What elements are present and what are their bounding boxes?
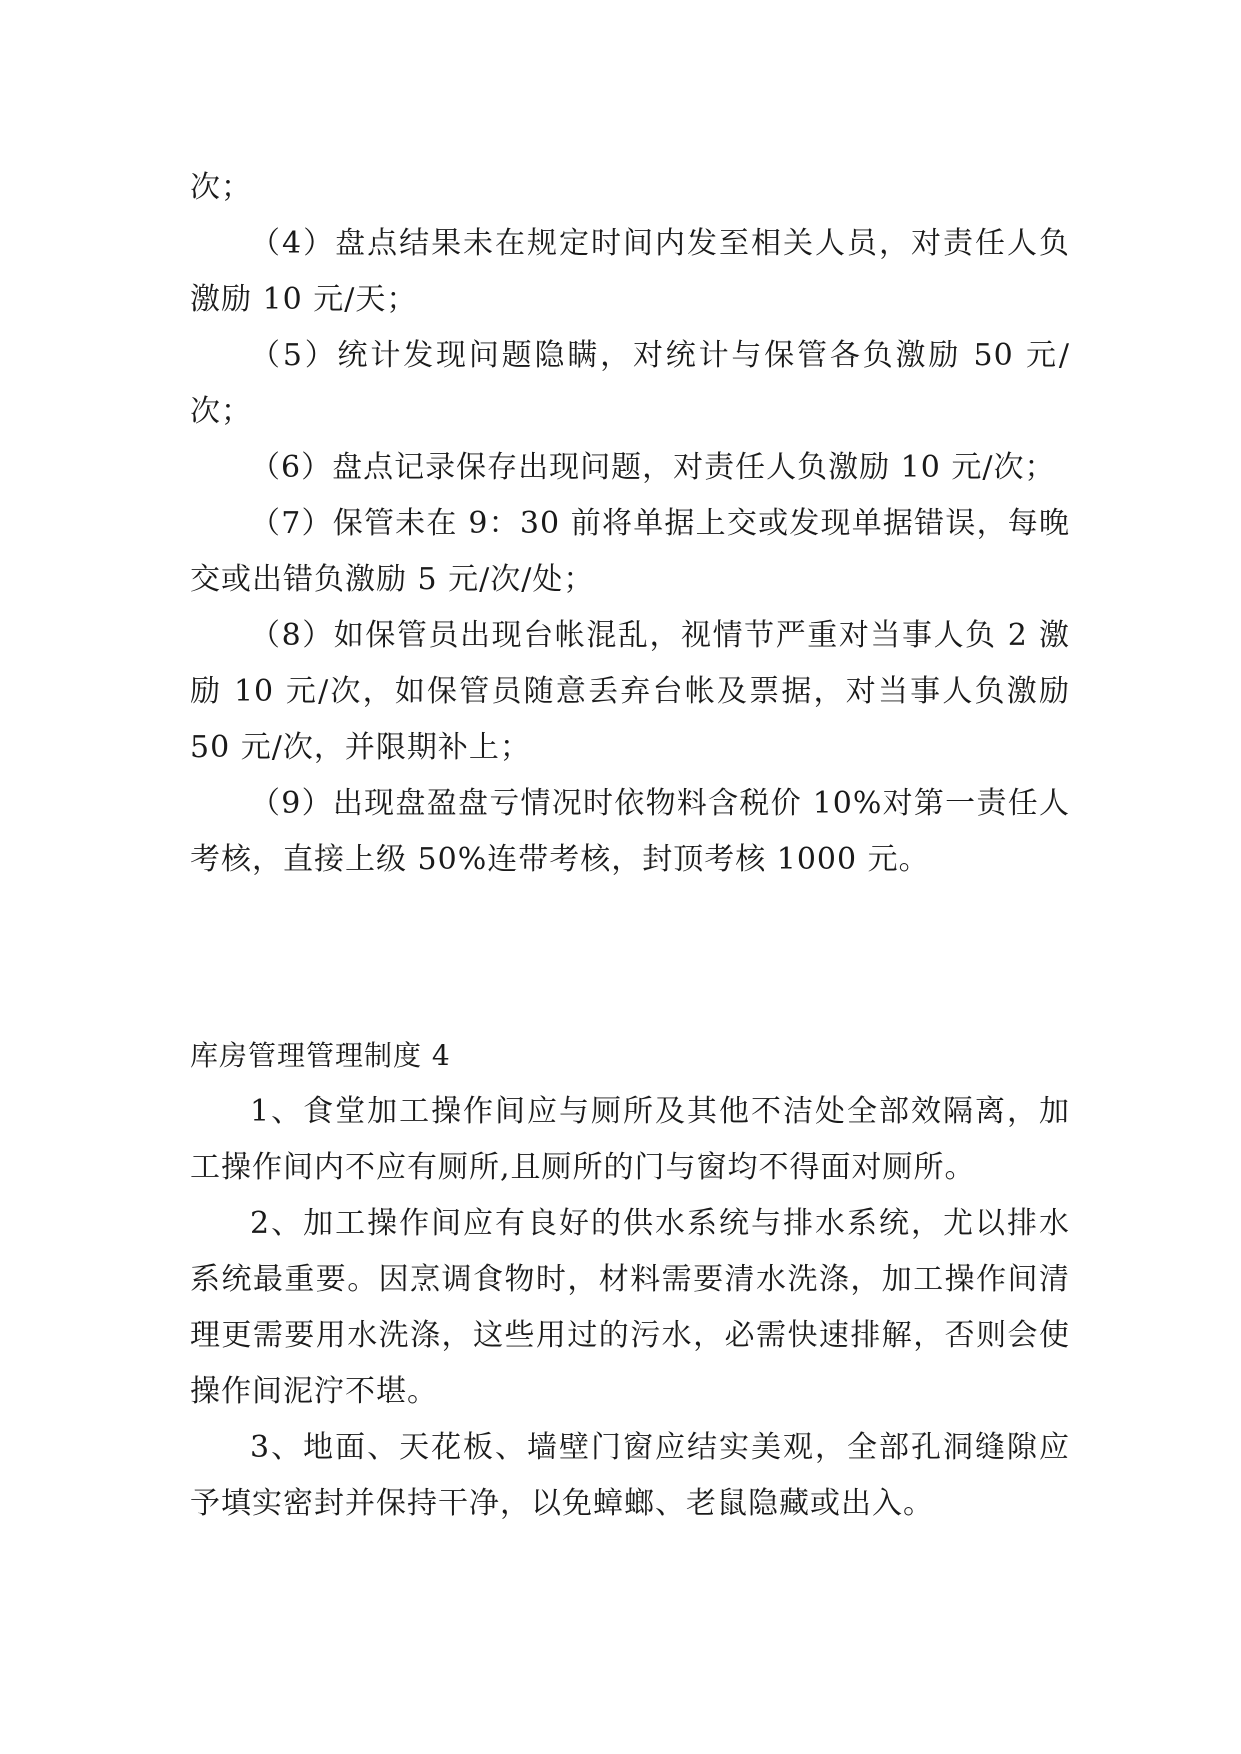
list-item: （4）盘点结果未在规定时间内发至相关人员，对责任人负激励 10 元/天； xyxy=(190,226,1070,317)
paragraph: 1、食堂加工操作间应与厕所及其他不洁处全部效隔离，加工操作间内不应有厕所,且厕所的门与窗均不得面对厕所。 xyxy=(190,1094,1070,1185)
list-item: （5）统计发现问题隐瞒，对统计与保管各负激励 50 元/次； xyxy=(190,338,1070,429)
list-item: （7）保管未在 9：30 前将单据上交或发现单据错误，每晚交或出错负激励 5 元/次/处； xyxy=(190,506,1070,597)
top-section xyxy=(190,160,1070,888)
section-4 xyxy=(190,1028,1070,1532)
continuation-text: 次； xyxy=(190,170,252,205)
section-title: 库房管理管理制度 4 xyxy=(190,1039,451,1072)
list-item: （6）盘点记录保存出现问题，对责任人负激励 10 元/次； xyxy=(250,450,1056,485)
list-item: （9）出现盘盈盘亏情况时依物料含税价 10%对第一责任人考核，直接上级 50%连带考核，封顶考核 1000 元。 xyxy=(190,786,1070,877)
paragraph: 2、加工操作间应有良好的供水系统与排水系统，尤以排水系统最重要。因烹调食物时，材料需要清水洗涤，加工操作间清理更需要用水洗涤，这些用过的污水，必需快速排解，否则会使操作间泥泞不堪。 xyxy=(190,1206,1070,1409)
list-item: （8）如保管员出现台帐混乱，视情节严重对当事人负 2 激励 10 元/次，如保管员随意丢弃台帐及票据，对当事人负激励 50 元/次，并限期补上； xyxy=(190,618,1070,765)
paragraph: 3、地面、天花板、墙壁门窗应结实美观，全部孔洞缝隙应予填实密封并保持干净，以免蟑螂、老鼠隐藏或出入。 xyxy=(190,1430,1070,1521)
